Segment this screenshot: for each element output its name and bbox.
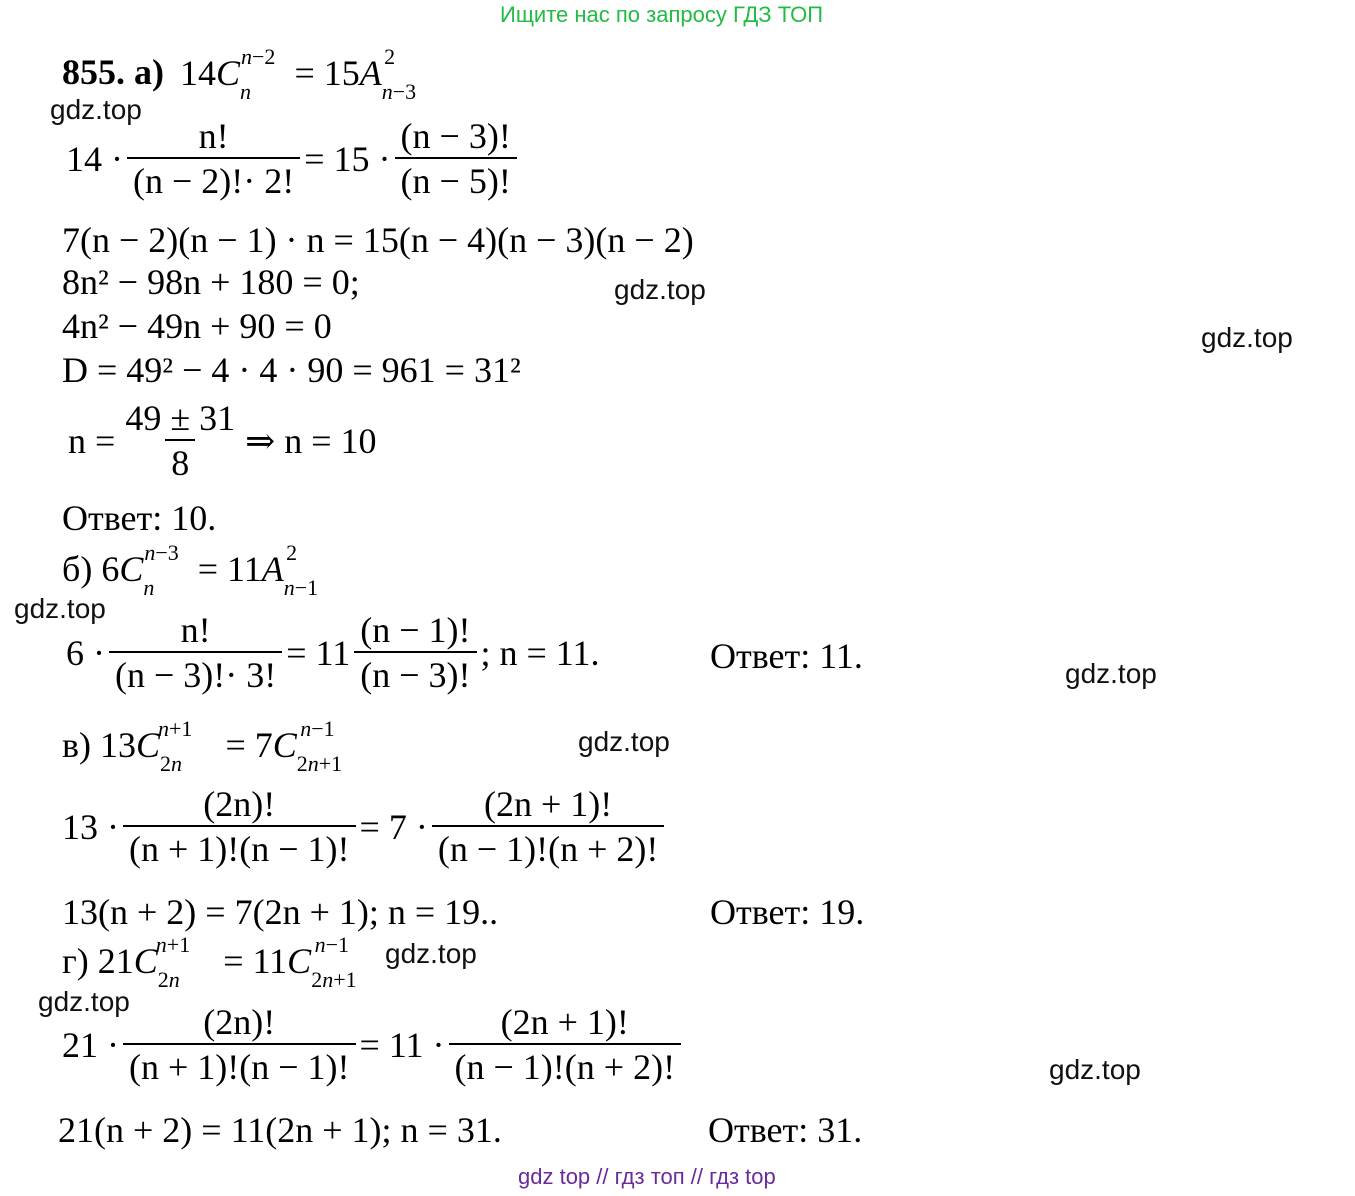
watermark: gdz.top: [14, 593, 106, 624]
equation-a-4: 4n² − 49n + 90 = 0: [62, 306, 332, 346]
watermark: gdz.top: [578, 726, 670, 757]
equation-a-1: 14 · $\frac{n!}{(n - 2)!\cdot 2!}$ = 15 · $\frac{(n - 3)!}{(n - 5)!}$: [66, 118, 521, 199]
watermark: gdz.top: [1201, 322, 1293, 353]
top-banner[interactable]: Ищите нас по запросу ГДЗ ТОП: [500, 2, 824, 27]
equation-a-3: 8n² − 98n + 180 = 0;: [62, 262, 360, 302]
given-b: б) $6C_n^{n-3} = 11A_{n-1}^2$: [62, 540, 319, 601]
footer-links[interactable]: gdz top // гдз топ // гдз top: [518, 1164, 776, 1189]
equation-g-2: 21(n + 2) = 11(2n + 1); n = 31.: [58, 1110, 502, 1150]
watermark: gdz.top: [1049, 1054, 1141, 1085]
equation-a-5: D = 49² − 4 · 4 · 90 = 961 = 31²: [62, 350, 521, 390]
watermark: gdz.top: [38, 986, 130, 1017]
equation-b-1: 6 · $\frac{n!}{(n - 3)!\cdot 3!}$ = 11 $\frac{(n - 1)!}{(n - 3)!}$ ; n = 11.: [66, 610, 600, 695]
answer-b: Ответ: 11.: [710, 636, 863, 676]
problem-number: 855. а): [62, 52, 164, 92]
equation-a-2: 7(n − 2)(n − 1) · n = 15(n − 4)(n − 3)(n − 2): [62, 220, 694, 260]
equation-a-6: n = $\frac{49 \pm 31}{8}$ ⇒ n = 10: [68, 398, 377, 483]
watermark: gdz.top: [614, 274, 706, 305]
watermark: gdz.top: [1065, 658, 1157, 689]
equation-g-1: 21 · $\frac{(2n)!}{(n + 1)!(n - 1)!}$ = 11 · $\frac{(2n + 1)!}{(n - 1)!(n + 2)!}$: [62, 1004, 685, 1085]
answer-g: Ответ: 31.: [708, 1110, 863, 1150]
watermark: gdz.top: [385, 938, 477, 969]
given-g: г) $21C_{2n}^{n+1} = 11C_{2n+1}^{n-1}$: [62, 932, 357, 993]
watermark: gdz.top: [50, 94, 142, 125]
given-v: в) $13C_{2n}^{n+1} = 7C_{2n+1}^{n-1}$: [62, 716, 343, 777]
given-a: $14C_n^{n-2} = 15A_{n-3}^2$: [180, 44, 417, 105]
equation-v-2: 13(n + 2) = 7(2n + 1); n = 19..: [62, 892, 499, 932]
answer-v: Ответ: 19.: [710, 892, 865, 932]
equation-v-1: 13 · $\frac{(2n)!}{(n + 1)!(n - 1)!}$ = 7 · $\frac{(2n + 1)!}{(n - 1)!(n + 2)!}$: [62, 786, 668, 867]
answer-a: Ответ: 10.: [62, 498, 217, 538]
